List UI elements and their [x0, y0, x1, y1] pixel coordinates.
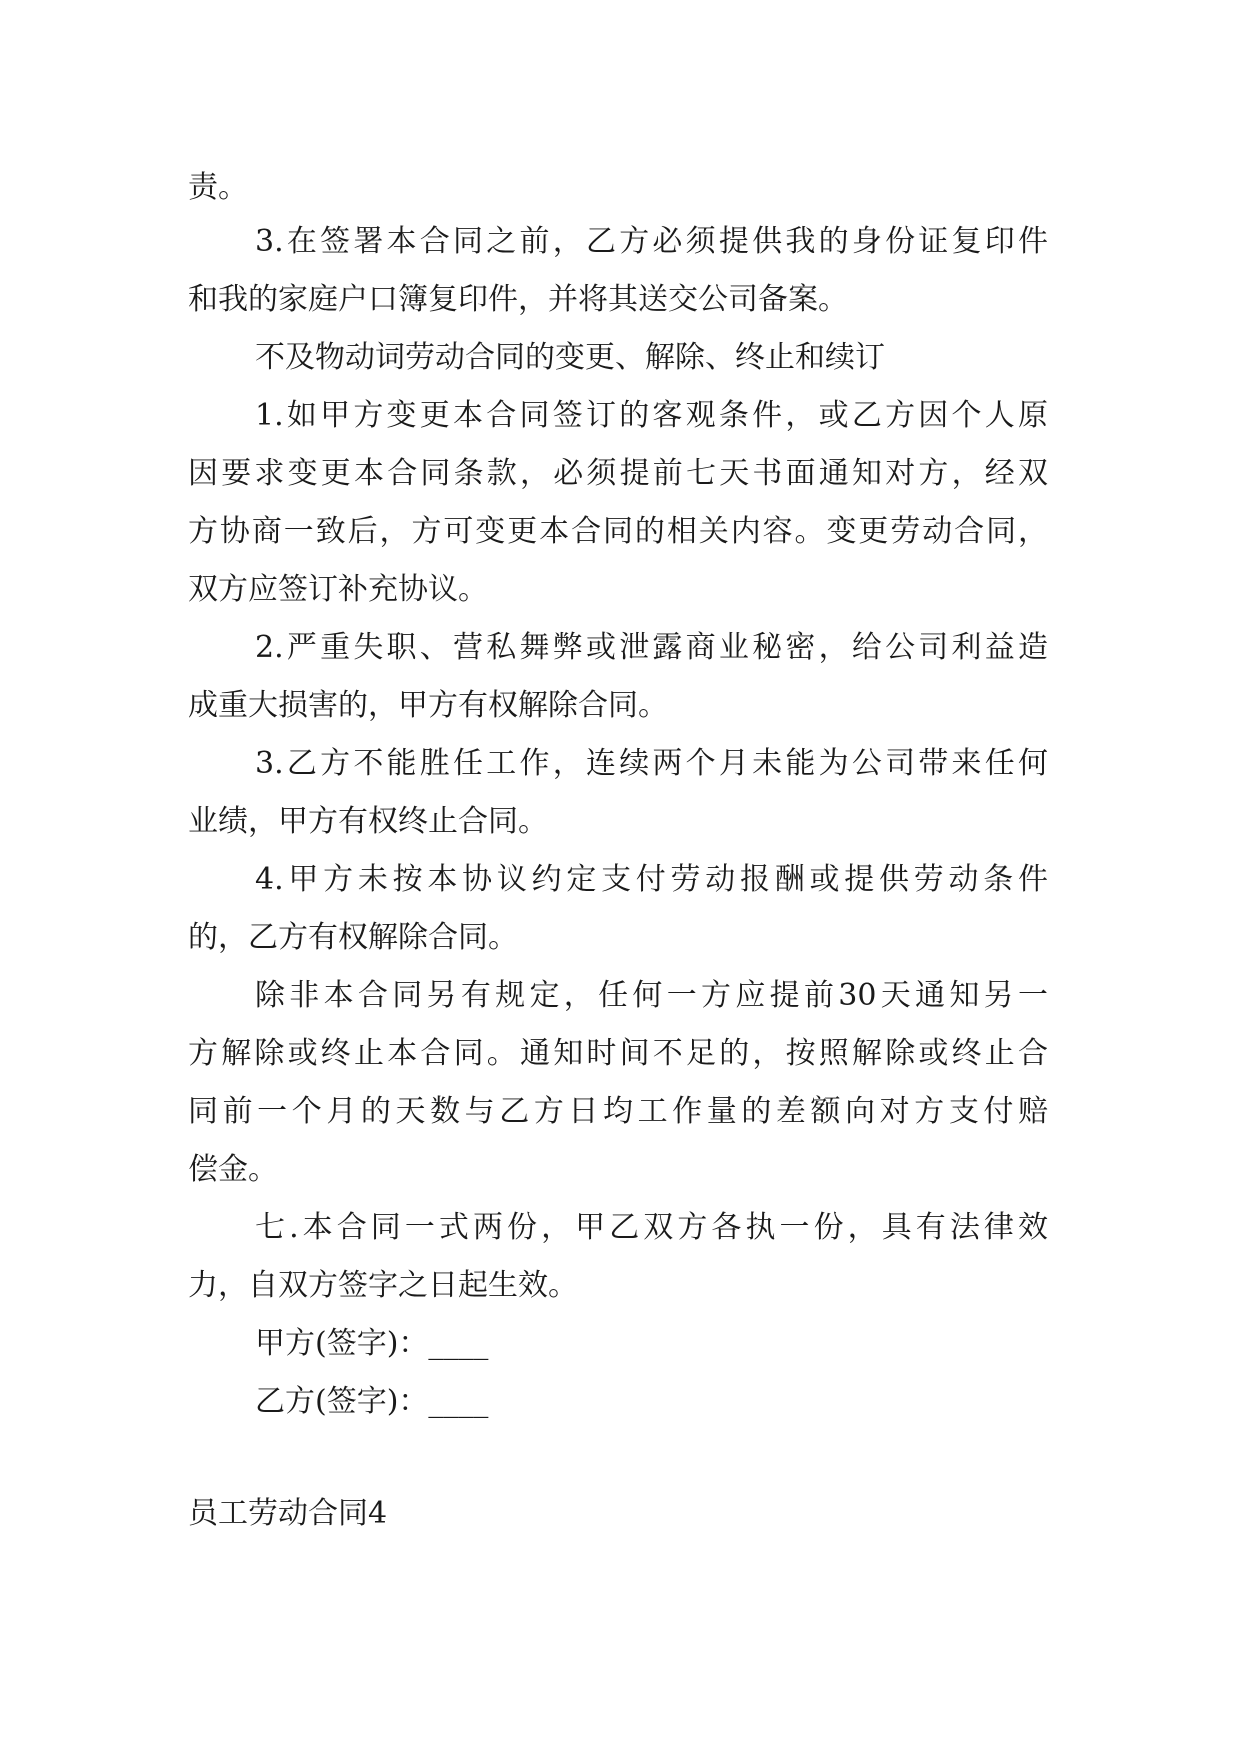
- text-line-3: 和我的家庭户口簿复印件，并将其送交公司备案。: [188, 282, 848, 317]
- text-line-6: 因要求变更本合同条款，必须提前七天书面通知对方，经双: [188, 456, 1048, 491]
- text-line-12: 业绩，甲方有权终止合同。: [188, 804, 548, 839]
- text-line-13: 4.甲方未按本协议约定支付劳动报酬或提供劳动条件: [255, 862, 1048, 897]
- text-line-1: 责。: [188, 170, 248, 205]
- text-line-17: 同前一个月的天数与乙方日均工作量的差额向对方支付赔: [188, 1094, 1048, 1129]
- text-line-19: 七.本合同一式两份，甲乙双方各执一份，具有法律效: [255, 1210, 1048, 1245]
- text-line-8: 双方应签订补充协议。: [188, 572, 488, 607]
- text-line-2: 3.在签署本合同之前，乙方必须提供我的身份证复印件: [255, 224, 1048, 259]
- text-line-14: 的，乙方有权解除合同。: [188, 920, 518, 955]
- text-line-16: 方解除或终止本合同。通知时间不足的，按照解除或终止合: [188, 1036, 1048, 1071]
- party-a-signature: 甲方(签字)：____: [255, 1326, 489, 1361]
- text-line-11: 3.乙方不能胜任工作，连续两个月未能为公司带来任何: [255, 746, 1048, 781]
- text-line-18: 偿金。: [188, 1152, 278, 1187]
- text-line-20: 力，自双方签字之日起生效。: [188, 1268, 578, 1303]
- party-b-signature: 乙方(签字)：____: [255, 1384, 489, 1419]
- text-line-10: 成重大损害的，甲方有权解除合同。: [188, 688, 668, 723]
- text-line-5: 1.如甲方变更本合同签订的客观条件，或乙方因个人原: [255, 398, 1048, 433]
- text-line-7: 方协商一致后，方可变更本合同的相关内容。变更劳动合同，: [188, 514, 1048, 549]
- text-line-15: 除非本合同另有规定，任何一方应提前30天通知另一: [255, 978, 1048, 1013]
- section-heading: 不及物动词劳动合同的变更、解除、终止和续订: [255, 340, 885, 375]
- next-contract-title: 员工劳动合同4: [188, 1496, 388, 1531]
- text-line-9: 2.严重失职、营私舞弊或泄露商业秘密，给公司利益造: [255, 630, 1048, 665]
